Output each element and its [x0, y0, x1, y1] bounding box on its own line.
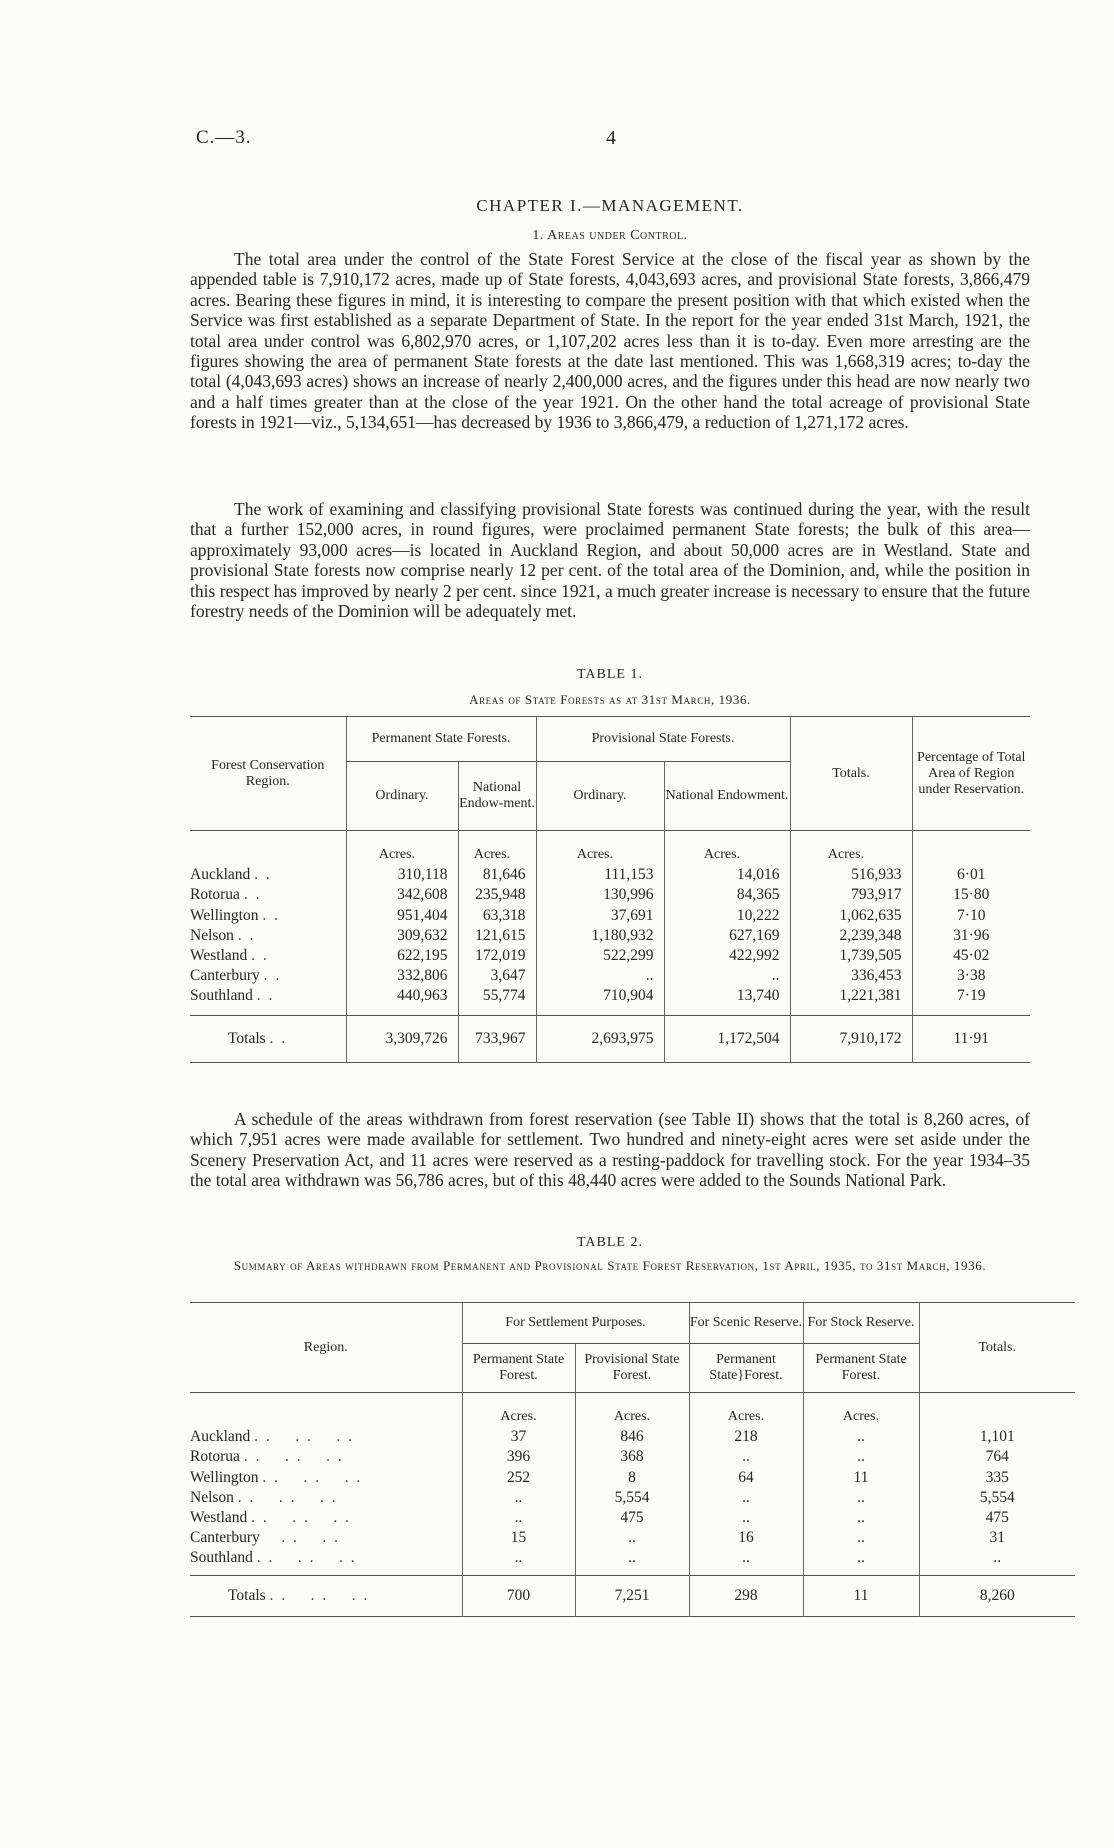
cell-perm-national-endowment: 121,615: [458, 926, 536, 946]
cell-scenic: ..: [689, 1488, 803, 1508]
cell-settlement-provisional: 475: [575, 1508, 689, 1528]
table2-header-scenic: For Scenic Reserve.: [689, 1303, 803, 1344]
cell-scenic: ..: [689, 1508, 803, 1528]
chapter-title: CHAPTER I.—MANAGEMENT.: [476, 196, 744, 215]
cell-settlement-permanent: 15: [462, 1528, 575, 1548]
leader-dots: . . . . . .: [254, 1428, 355, 1446]
section-title: 1. Areas under Control.: [532, 228, 688, 243]
table1-totals-row: [190, 1015, 1030, 1062]
table-row: [190, 986, 1030, 1006]
region-name: Rotorua: [190, 886, 240, 904]
leader-dots: . . . . . .: [243, 1448, 344, 1466]
cell-total: 475: [919, 1508, 1075, 1528]
cell-total: 1,101: [919, 1427, 1075, 1447]
table-row: [190, 1508, 1075, 1528]
table-row: [190, 926, 1030, 946]
cell-settlement-provisional: 368: [575, 1447, 689, 1467]
table1-caption: Areas of State Forests as at 31st March, 1936.: [469, 692, 751, 707]
region-name: Canterbury: [190, 1529, 260, 1547]
table2-header-region: Region.: [303, 1339, 348, 1355]
page-reference: C.—3.: [196, 127, 252, 148]
table1-header-percentage: Percentage of Total Area of Region under Reservation.: [912, 717, 1030, 831]
cell-perm-national-endowment: 81,646: [458, 865, 536, 885]
leader-dots: . . . . . .: [251, 1509, 352, 1527]
region-name: Rotorua: [190, 1448, 240, 1466]
cell-prov-ordinary: 130,996: [536, 885, 664, 905]
cell-settlement-provisional: 5,554: [575, 1488, 689, 1508]
table1-unit: Acres.: [664, 831, 790, 866]
table2-unit: Acres.: [689, 1393, 803, 1428]
table2-unit: Acres.: [462, 1393, 575, 1428]
table-row: [190, 1548, 1075, 1568]
cell-prov-national-endowment: 14,016: [664, 865, 790, 885]
table2-unit: Acres.: [803, 1393, 919, 1428]
region-name: Southland: [190, 987, 253, 1005]
cell-stock: ..: [803, 1508, 919, 1528]
table1-areas-of-state-forests: [190, 716, 1030, 1063]
cell-prov-national-endowment: 627,169: [664, 926, 790, 946]
table2-header-settlement-provisional: Provisional State Forest.: [575, 1344, 689, 1393]
total-stock: 11: [803, 1575, 919, 1616]
cell-perm-national-endowment: 172,019: [458, 946, 536, 966]
cell-perm-ordinary: 951,404: [346, 906, 458, 926]
leader-dots: . . . .: [263, 1529, 340, 1547]
cell-total: 335: [919, 1468, 1075, 1488]
table1-header-perm-national-endowment: National Endow-ment.: [458, 762, 536, 831]
cell-settlement-permanent: 252: [462, 1468, 575, 1488]
cell-settlement-provisional: ..: [575, 1548, 689, 1568]
region-name: Auckland: [190, 866, 251, 884]
cell-scenic: 16: [689, 1528, 803, 1548]
region-name: Canterbury: [190, 967, 260, 985]
table1-label: TABLE 1.: [577, 667, 643, 682]
table-row: [190, 946, 1030, 966]
cell-perm-national-endowment: 235,948: [458, 885, 536, 905]
total-settlement-provisional: 7,251: [575, 1575, 689, 1616]
cell-settlement-provisional: 846: [575, 1427, 689, 1447]
region-name: Westland: [190, 1509, 248, 1527]
paragraph-areas-withdrawn: A schedule of the areas withdrawn from forest reservation (see Table II) shows that the total is 8,260 acres, of which 7,951 acres were made available for settlement. Two hundred and ninety-eight acres were set aside under the Scenery Preservation Act, and 11 acres were reserved as a resting-paddock for travelling stock. For the year 1934–35 the total area withdrawn was 56,786 acres, but of this 48,440 acres were added to the Sounds National Park.: [190, 1109, 1030, 1191]
cell-total: 2,239,348: [790, 926, 912, 946]
cell-perm-national-endowment: 3,647: [458, 966, 536, 986]
total-perm-ordinary: 3,309,726: [346, 1015, 458, 1062]
cell-settlement-permanent: ..: [462, 1488, 575, 1508]
cell-prov-national-endowment: 13,740: [664, 986, 790, 1006]
cell-total: ..: [919, 1548, 1075, 1568]
table1-unit: Acres.: [790, 831, 912, 866]
table1-header-perm-ordinary: Ordinary.: [346, 762, 458, 831]
table-row: [190, 1427, 1075, 1447]
total-prov-ordinary: 2,693,975: [536, 1015, 664, 1062]
leader-dots: . .: [237, 926, 256, 944]
cell-total: 516,933: [790, 865, 912, 885]
table1-units-row: [190, 831, 1030, 866]
cell-prov-ordinary: ..: [536, 966, 664, 986]
total-percentage: 11·91: [912, 1015, 1030, 1062]
table2-caption: Summary of Areas withdrawn from Permanent and Provisional State Forest Reservation, 1st April, 1935, to 31st March, 1936.: [233, 1258, 987, 1273]
totals-label: Totals: [228, 1586, 266, 1604]
region-name: Nelson: [190, 1488, 234, 1506]
total-scenic: 298: [689, 1575, 803, 1616]
cell-perm-ordinary: 342,608: [346, 885, 458, 905]
table1-header-prov-ordinary: Ordinary.: [536, 762, 664, 831]
region-name: Southland: [190, 1549, 253, 1567]
cell-perm-national-endowment: 55,774: [458, 986, 536, 1006]
table1-header-totals: Totals.: [790, 717, 912, 831]
leader-dots: . . . . . .: [237, 1488, 338, 1506]
region-name: Westland: [190, 947, 248, 965]
cell-settlement-provisional: ..: [575, 1528, 689, 1548]
cell-percentage: 3·38: [912, 966, 1030, 986]
leader-dots: . .: [254, 866, 272, 884]
cell-settlement-provisional: 8: [575, 1468, 689, 1488]
region-name: Nelson: [190, 926, 234, 944]
cell-perm-ordinary: 309,632: [346, 926, 458, 946]
cell-stock: ..: [803, 1427, 919, 1447]
cell-stock: ..: [803, 1528, 919, 1548]
cell-total: 31: [919, 1528, 1075, 1548]
table2-areas-withdrawn: [190, 1302, 1075, 1617]
total-perm-national-endowment: 733,967: [458, 1015, 536, 1062]
cell-total: 5,554: [919, 1488, 1075, 1508]
cell-percentage: 31·96: [912, 926, 1030, 946]
table2-header-scenic-permanent: Permanent State}Forest.: [689, 1344, 803, 1393]
table1-header-prov-national-endowment: National Endowment.: [664, 762, 790, 831]
table1-header-permanent: Permanent State Forests.: [346, 717, 536, 762]
table2-label: TABLE 2.: [577, 1235, 643, 1250]
region-name: Auckland: [190, 1428, 251, 1446]
cell-settlement-permanent: 37: [462, 1427, 575, 1447]
table2-header-stock-permanent: Permanent State Forest.: [803, 1344, 919, 1393]
leader-dots: . . . . . .: [262, 1468, 363, 1486]
cell-perm-ordinary: 332,806: [346, 966, 458, 986]
cell-perm-ordinary: 440,963: [346, 986, 458, 1006]
table-row: [190, 865, 1030, 885]
leader-dots: . . . . . .: [256, 1549, 357, 1567]
cell-scenic: ..: [689, 1447, 803, 1467]
leader-dots: . .: [256, 987, 275, 1005]
cell-total: 1,062,635: [790, 906, 912, 926]
cell-total: 336,453: [790, 966, 912, 986]
table-row: [190, 1468, 1075, 1488]
cell-settlement-permanent: 396: [462, 1447, 575, 1467]
cell-prov-ordinary: 111,153: [536, 865, 664, 885]
table1-unit: Acres.: [536, 831, 664, 866]
table2-header-totals: Totals.: [919, 1303, 1075, 1393]
total-prov-national-endowment: 1,172,504: [664, 1015, 790, 1062]
grand-total: 7,910,172: [790, 1015, 912, 1062]
paragraph-area-under-control: The total area under the control of the State Forest Service at the close of the fiscal year as shown by the appended table is 7,910,172 acres, made up of State forests, 4,043,693 acres, and provisional State forests, 3,866,479 acres. Bearing these figures in mind, it is interesting to compare the present position with that which existed when the Service was first established as a separate Department of State. In the report for the year ended 31st March, 1921, the total area under control was 6,802,970 acres, or 1,107,202 acres less than it is to-day. Even more arresting are the figures showing the area of permanent State forests at the date last mentioned. This was 1,668,319 acres; to-day the total (4,043,693 acres) shows an increase of nearly 2,400,000 acres, and the figures under this head are now nearly two and a half times greater than at the close of the year 1921. On the other hand the total acreage of provisional State forests in 1921—viz., 5,134,651—has decreased by 1936 to 3,866,479, a reduction of 1,271,172 acres.: [190, 249, 1030, 433]
table1-unit: Acres.: [346, 831, 458, 866]
cell-stock: ..: [803, 1447, 919, 1467]
grand-total: 8,260: [919, 1575, 1075, 1616]
cell-perm-ordinary: 622,195: [346, 946, 458, 966]
cell-scenic: 218: [689, 1427, 803, 1447]
table-row: [190, 1488, 1075, 1508]
table2-unit: Acres.: [575, 1393, 689, 1428]
cell-prov-ordinary: 37,691: [536, 906, 664, 926]
table1-header-provisional: Provisional State Forests.: [536, 717, 790, 762]
table2-units-row: [190, 1393, 1075, 1428]
cell-percentage: 6·01: [912, 865, 1030, 885]
cell-total: 1,221,381: [790, 986, 912, 1006]
cell-stock: ..: [803, 1548, 919, 1568]
page-number: 4: [606, 127, 616, 149]
cell-scenic: ..: [689, 1548, 803, 1568]
cell-prov-ordinary: 710,904: [536, 986, 664, 1006]
leader-dots: . .: [251, 947, 269, 965]
table2-header-settlement: For Settlement Purposes.: [462, 1303, 689, 1344]
leader-dots: . . . . . .: [269, 1586, 370, 1604]
cell-total: 793,917: [790, 885, 912, 905]
total-settlement-permanent: 700: [462, 1575, 575, 1616]
cell-percentage: 45·02: [912, 946, 1030, 966]
leader-dots: . .: [262, 906, 280, 924]
region-name: Wellington: [190, 1468, 259, 1486]
table1-unit: Acres.: [458, 831, 536, 866]
table-row: [190, 1528, 1075, 1548]
cell-total: 1,739,505: [790, 946, 912, 966]
table1-header-region: Forest Conservation Region.: [211, 757, 325, 789]
leader-dots: . .: [243, 886, 262, 904]
table-row: [190, 966, 1030, 986]
table-row: [190, 885, 1030, 905]
paragraph-classification-work: The work of examining and classifying provisional State forests was continued during the year, with the result that a further 152,000 acres, in round figures, were proclaimed permanent State forests; the bulk of this area—approximately 93,000 acres—is located in Auckland Region, and about 50,000 acres are in Westland. State and provisional State forests now comprise nearly 12 per cent. of the total area of the Dominion, and, while the position in this respect has improved by nearly 2 per cent. since 1921, a much greater increase is necessary to ensure that the future forestry needs of the Dominion will be adequately met.: [190, 499, 1030, 622]
cell-prov-national-endowment: 422,992: [664, 946, 790, 966]
cell-stock: ..: [803, 1488, 919, 1508]
table-row: [190, 1447, 1075, 1467]
cell-prov-ordinary: 522,299: [536, 946, 664, 966]
leader-dots: . .: [269, 1029, 288, 1047]
cell-prov-national-endowment: ..: [664, 966, 790, 986]
leader-dots: . .: [263, 967, 282, 985]
table2-totals-row: [190, 1575, 1075, 1616]
table2-header-stock: For Stock Reserve.: [803, 1303, 919, 1344]
cell-percentage: 15·80: [912, 885, 1030, 905]
cell-prov-national-endowment: 10,222: [664, 906, 790, 926]
cell-settlement-permanent: ..: [462, 1548, 575, 1568]
cell-perm-national-endowment: 63,318: [458, 906, 536, 926]
cell-total: 764: [919, 1447, 1075, 1467]
cell-perm-ordinary: 310,118: [346, 865, 458, 885]
cell-settlement-permanent: ..: [462, 1508, 575, 1528]
cell-percentage: 7·19: [912, 986, 1030, 1006]
cell-percentage: 7·10: [912, 906, 1030, 926]
table-row: [190, 906, 1030, 926]
cell-prov-national-endowment: 84,365: [664, 885, 790, 905]
totals-label: Totals: [228, 1029, 266, 1047]
cell-prov-ordinary: 1,180,932: [536, 926, 664, 946]
cell-scenic: 64: [689, 1468, 803, 1488]
table2-header-settlement-permanent: Permanent State Forest.: [462, 1344, 575, 1393]
region-name: Wellington: [190, 906, 259, 924]
cell-stock: 11: [803, 1468, 919, 1488]
